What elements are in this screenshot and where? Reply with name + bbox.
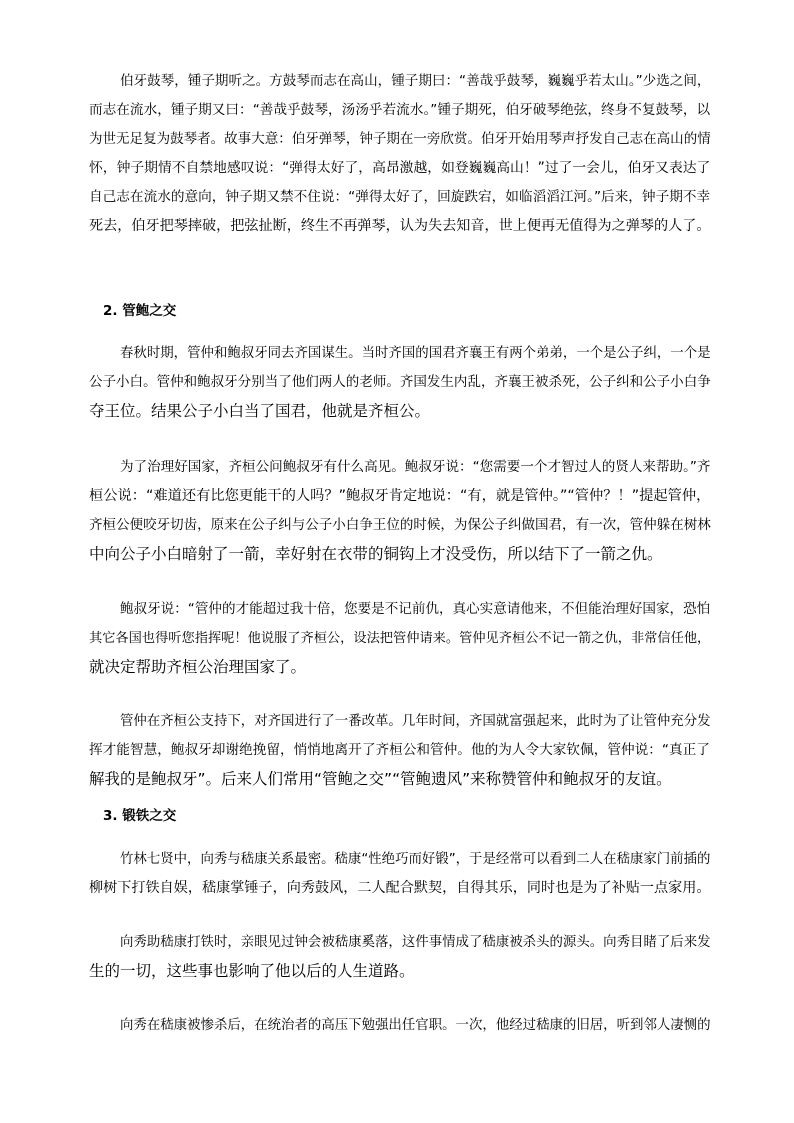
text-line: 夺王位。结果公子小白当了国君，他就是齐桓公。 xyxy=(89,402,431,420)
text-line: 为世无足复为鼓琴者。故事大意：伯牙弹琴，钟子期在一旁欣赏。伯牙开始用琴声抒发自己志在高山的情 xyxy=(89,131,711,147)
paragraph-duantie-3 xyxy=(89,1011,711,1040)
text-line: 就决定帮助齐桓公治理国家了。 xyxy=(89,658,307,676)
text-line: 向秀助嵇康打铁时，亲眼见过钟会被嵇康奚落，这件事情成了嵇康被杀头的源头。向秀目睹了后来发 xyxy=(120,935,711,950)
paragraph-guanbao-4 xyxy=(89,707,711,794)
paragraph-guanbao-1 xyxy=(89,339,711,426)
text-line: 其它各国也得听您指挥呢！他说服了齐桓公，设法把管仲请来。管仲见齐桓公不记一箭之仇，非常信任他， xyxy=(89,631,711,646)
section-heading-guanbao: 2. 管鲍之交 xyxy=(103,303,177,319)
text-line: 解我的是鲍叔牙”。后来人们常用“管鲍之交”“管鲍遗风”来称赞管仲和鲍叔牙的友谊。 xyxy=(89,770,672,788)
text-line: 春秋时期，管仲和鲍叔牙同去齐国谋生。当时齐国的国君齐襄王有两个弟弟，一个是公子纠，一个是 xyxy=(120,346,711,361)
text-line: 齐桓公便咬牙切齿，原来在公子纠与公子小白争王位的时候，为保公子纠做国君，有一次，管仲躲在树林 xyxy=(89,517,711,533)
text-line: 鲍叔牙说：“管仲的才能超过我十倍，您要是不记前仇，真心实意请他来，不但能治理好国家，恐怕 xyxy=(120,601,711,617)
text-line: 向秀在嵇康被惨杀后，在统治者的高压下勉强出任官职。一次，他经过嵇康的旧居，听到邻人凄恻的 xyxy=(120,1018,711,1033)
text-line: 柳树下打铁自娱，嵇康掌锤子，向秀鼓风，二人配合默契，自得其乐，同时也是为了补贴一点家用。 xyxy=(89,880,711,896)
text-line: 桓公说：“难道还有比您更能干的人吗？”鲍叔牙肯定地说：“有，就是管仲。”“管仲？！”提起管仲， xyxy=(89,488,711,504)
text-line: 怀，钟子期情不自禁地感叹说：“弹得太好了，高昂激越，如登巍巍高山！”过了一会儿，伯牙又表达了 xyxy=(89,160,711,176)
text-line: 竹林七贤中，向秀与嵇康关系最密。嵇康“性绝巧而好锻”，于是经常可以看到二人在嵇康家门前插的 xyxy=(120,852,711,867)
text-line: 死去，伯牙把琴摔破，把弦扯断，终生不再弹琴，认为失去知音，世上便再无值得为之弹琴的人了。 xyxy=(89,218,711,234)
text-line: 挥才能智慧，鲍叔牙却谢绝挽留，悄悄地离开了齐桓公和管仲。他的为人令大家钦佩，管仲说：“真正了 xyxy=(89,742,710,758)
paragraph-guanbao-2 xyxy=(89,453,711,569)
text-line: 生的一切，这些事也影响了他以后的人生道路。 xyxy=(89,962,415,980)
paragraph-boya-ziqi xyxy=(89,67,711,241)
text-line: 公子小白。管仲和鲍叔牙分别当了他们两人的老师。齐国发生内乱，齐襄王被杀死，公子纠和公子小白争 xyxy=(89,374,711,390)
text-line: 伯牙鼓琴，锺子期听之。方鼓琴而志在高山，锺子期曰：“善哉乎鼓琴，巍巍乎若太山。”少选之间， xyxy=(120,73,711,89)
paragraph-duantie-2 xyxy=(89,928,711,986)
text-line: 管仲在齐桓公支持下，对齐国进行了一番改革。几年时间，齐国就富强起来，此时为了让管仲充分发 xyxy=(120,714,711,729)
text-line: 自己志在流水的意向，钟子期又禁不住说：“弹得太好了，回旋跌宕，如临滔滔江河。”后来，钟子期不幸 xyxy=(89,189,711,205)
section-heading-duantie: 3. 锻铁之交 xyxy=(103,808,177,824)
text-line: 为了治理好国家，齐桓公问鲍叔牙有什么高见。鲍叔牙说：“您需要一个才智过人的贤人来帮助。”齐 xyxy=(120,459,711,475)
paragraph-duantie-1 xyxy=(89,845,711,903)
paragraph-guanbao-3 xyxy=(89,595,711,682)
text-line: 而志在流水，锺子期又曰：“善哉乎鼓琴，汤汤乎若流水。”锺子期死，伯牙破琴绝弦，终身不复鼓琴，以 xyxy=(89,102,711,118)
text-line: 中向公子小白暗射了一箭，幸好射在衣带的铜钩上才没受伤，所以结下了一箭之仇。 xyxy=(89,545,663,563)
